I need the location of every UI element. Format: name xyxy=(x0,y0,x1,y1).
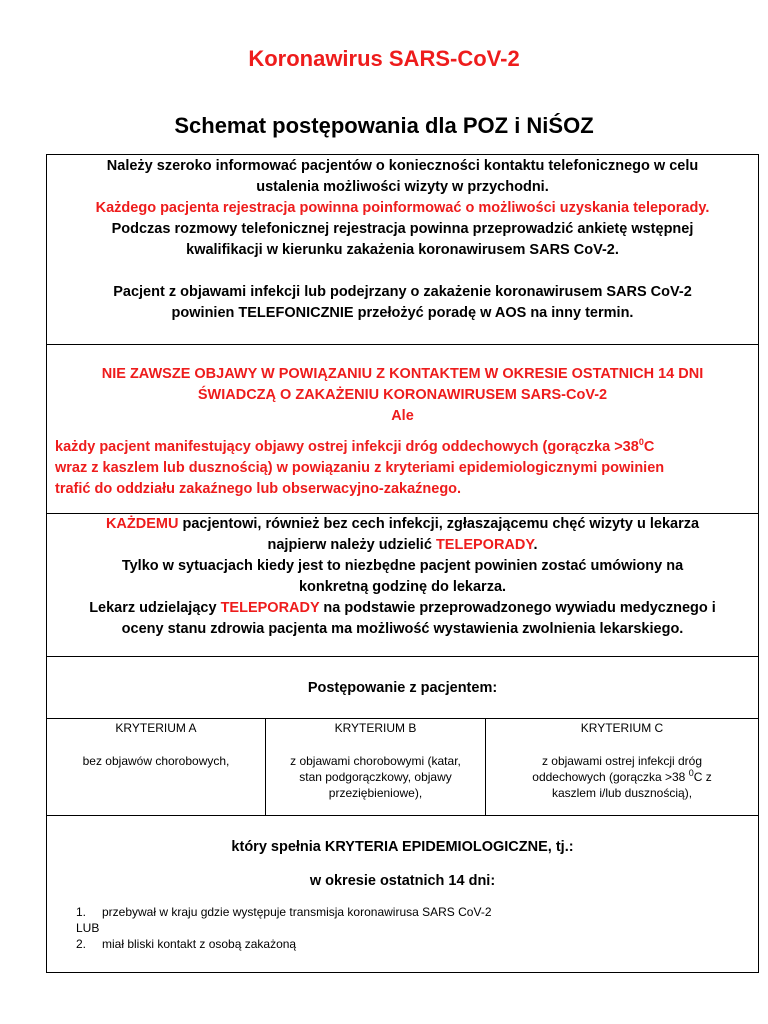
text-line xyxy=(47,598,758,619)
text-line: kwalifikacji w kierunku zakażenia koronawirusem SARS CoV-2. xyxy=(186,242,619,258)
text: C xyxy=(693,770,703,784)
text: najpierw należy udzielić xyxy=(267,537,436,553)
text: na podstawie przeprowadzonego wywiadu medycznego i xyxy=(319,600,716,616)
criteria-row xyxy=(47,719,758,816)
document-title: Koronawirus SARS-CoV-2 xyxy=(248,46,520,71)
list-text: miał bliski kontakt z osobą zakażoną xyxy=(102,937,297,951)
text-line: konkretną godzinę do lekarza. xyxy=(298,579,507,595)
criteria-list xyxy=(47,904,758,952)
text-line: Pacjent z objawami infekcji lub podejrzany o zakażenie koronawirusem SARS CoV-2 xyxy=(113,284,692,300)
list-text: przebywał w kraju gdzie występuje transmisja koronawirusa SARS CoV-2 xyxy=(102,905,492,919)
warning-line: ŚWIADCZĄ O ZAKAŻENIU KORONAWIRUSEM SARS-CoV-2 xyxy=(197,387,608,403)
warning-text: C xyxy=(643,439,655,455)
text-line xyxy=(47,535,758,556)
warning-line: wraz z kaszlem lub dusznością) w powiązaniu z kryteriami epidemiologicznymi powinien xyxy=(55,460,665,476)
section-epidemiological-criteria xyxy=(47,816,758,972)
section-heading: który spełnia KRYTERIA EPIDEMIOLOGICZNE, tj.: xyxy=(231,839,574,855)
text: z kaszlem i/lub dusznością), xyxy=(551,770,712,800)
text-line: Podczas rozmowy telefonicznej rejestracja powinna przeprowadzić ankietę wstępnej xyxy=(111,221,694,237)
warning-line: NIE ZAWSZE OBJAWY W POWIĄZANIU Z KONTAKTEM W OKRESIE OSTATNICH 14 DNI xyxy=(101,366,704,382)
criterion-b-cell xyxy=(266,719,486,815)
criterion-label: KRYTERIUM C xyxy=(580,721,664,735)
section-heading: w okresie ostatnich 14 dni: xyxy=(309,873,496,889)
text-line xyxy=(47,514,758,535)
section-patient-handling xyxy=(47,657,758,719)
procedure-table xyxy=(46,154,759,973)
text: z objawami ostrej infekcji dróg oddechowych (gorączka >38 xyxy=(532,754,703,784)
text-line: Należy szeroko informować pacjentów o konieczności kontaktu telefonicznego w celu xyxy=(106,158,699,174)
degree-superscript: 0 xyxy=(638,437,644,448)
list-number: 1. xyxy=(76,905,87,919)
list-text: LUB xyxy=(76,921,100,935)
criterion-label: KRYTERIUM B xyxy=(334,721,417,735)
highlight: TELEPORADY xyxy=(220,600,320,616)
text-line: oceny stanu zdrowia pacjenta ma możliwość wystawienia zwolnienia lekarskiego. xyxy=(121,621,684,637)
text-line: ustalenia możliwości wizyty w przychodni. xyxy=(256,179,549,195)
criterion-label: KRYTERIUM A xyxy=(115,721,197,735)
highlight: KAŻDEMU xyxy=(105,516,179,532)
highlight: TELEPORADY xyxy=(435,537,534,553)
warning-conjunction: Ale xyxy=(391,408,414,424)
criterion-description xyxy=(486,753,758,801)
text-line: Tylko w sytuacjach kiedy jest to niezbędne pacjent powinien zostać umówiony na xyxy=(121,558,684,574)
section-heading: Postępowanie z pacjentem: xyxy=(307,680,498,696)
text: Lekarz udzielający xyxy=(89,600,221,616)
section-info-contact xyxy=(47,155,758,345)
degree-superscript: 0 xyxy=(688,768,694,778)
text: . xyxy=(533,537,538,553)
text: pacjentowi, również bez cech infekcji, zgłaszającemu chęć wizyty u lekarza xyxy=(178,516,700,532)
spacer xyxy=(47,261,758,282)
criterion-a-cell xyxy=(47,719,266,815)
document-subtitle: Schemat postępowania dla POZ i NiŚOZ xyxy=(174,113,594,138)
text-line: powinien TELEFONICZNIE przełożyć poradę w AOS na inny termin. xyxy=(171,305,634,321)
teleporada-notice: Każdego pacjenta rejestracja powinna poinformować o możliwości uzyskania teleporady. xyxy=(95,200,710,216)
warning-line: trafić do oddziału zakaźnego lub obserwacyjno-zakaźnego. xyxy=(55,481,462,497)
list-item xyxy=(76,936,758,952)
criterion-description: z objawami chorobowymi (katar, stan podgorączkowy, objawy przeziębieniowe), xyxy=(290,754,461,800)
warning-line xyxy=(47,437,758,458)
warning-text: każdy pacjent manifestujący objawy ostrej infekcji dróg oddechowych (gorączka >38 xyxy=(55,439,639,455)
list-item xyxy=(76,920,758,936)
section-teleporada xyxy=(47,514,758,657)
criterion-c-cell xyxy=(486,719,758,815)
list-item xyxy=(76,904,758,920)
section-warning xyxy=(47,345,758,514)
criterion-description: bez objawów chorobowych, xyxy=(82,754,230,768)
list-number: 2. xyxy=(76,937,87,951)
